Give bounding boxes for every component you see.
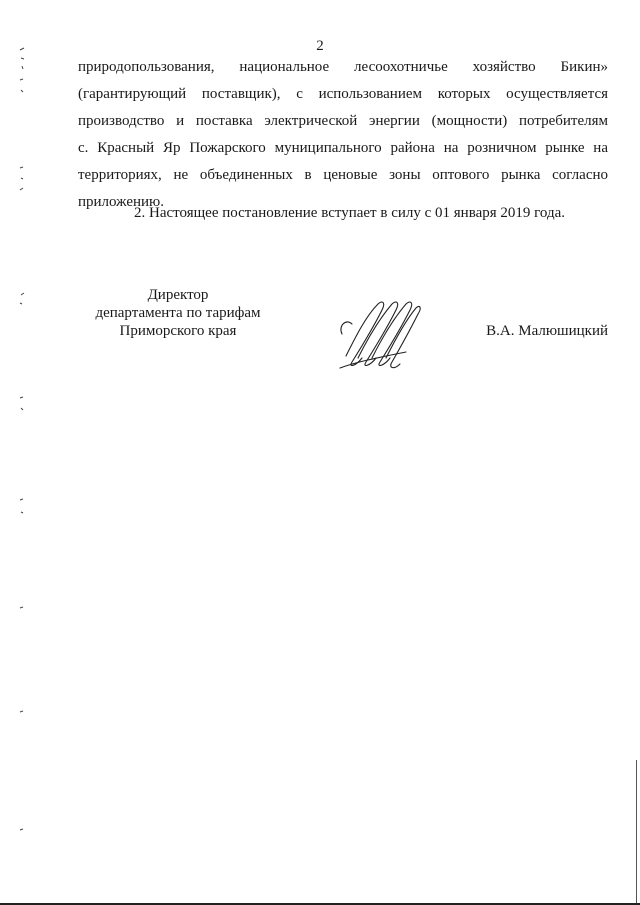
- paragraph-1-line: производство и поставка электрической энергии (мощности) потребителям: [78, 113, 608, 129]
- signatory-name: В.А. Малюшицкий: [486, 323, 608, 339]
- paragraph-1-line: (гарантирующий поставщик), с использованием которых осуществляется: [78, 86, 608, 102]
- signatory-title-line: Приморского края: [119, 323, 237, 339]
- handwritten-signature: [336, 296, 426, 376]
- signatory-title: [78, 286, 278, 340]
- paragraph-1: [78, 54, 608, 216]
- paragraph-1-line: с. Красный Яр Пожарского муниципального района на розничном рынке на: [78, 140, 608, 156]
- paragraph-1-line: приложению.: [78, 194, 165, 210]
- paragraph-1-line: природопользования, национальное лесоохотничье хозяйство Бикин»: [78, 59, 608, 75]
- signatory-title-line: Директор: [147, 287, 209, 303]
- signatory-title-line: департамента по тарифам: [95, 305, 261, 321]
- page-number: 2: [316, 38, 324, 54]
- scan-edge-line: [636, 760, 637, 905]
- paragraph-1-line: территориях, не объединенных в ценовые зоны оптового рынка согласно: [78, 167, 608, 183]
- paragraph-2: 2. Настоящее постановление вступает в силу с 01 января 2019 года.: [134, 205, 566, 221]
- margin-scan-marks: [0, 0, 30, 905]
